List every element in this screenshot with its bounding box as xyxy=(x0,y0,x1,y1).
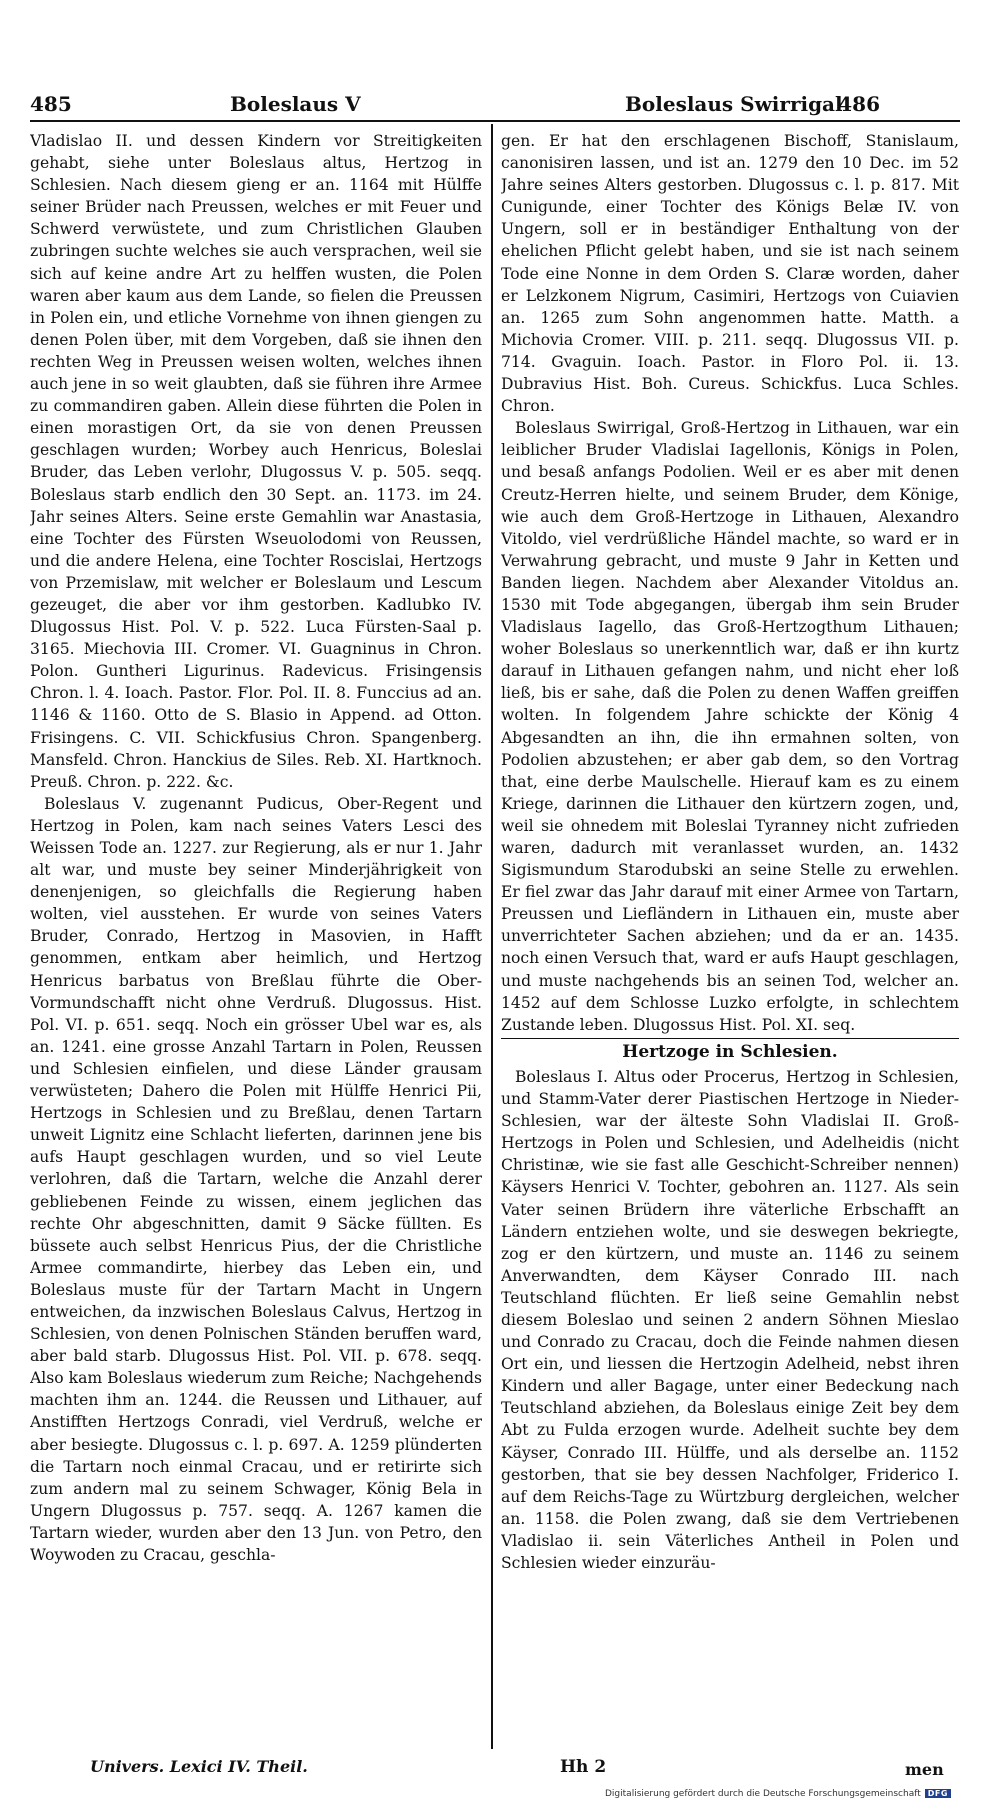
right-column xyxy=(501,130,959,1742)
sheet-signature-mark: Hh 2 xyxy=(560,1757,607,1777)
entry-boleslaus-swirrigal: Boleslaus Swirrigal, Groß-Hertzog in Lithauen, war ein leiblicher Bruder Vladislai Iagellonis, Königs in Polen, und besaß anfangs Podolien. Weil er es aber mit denen Creutz-Herren hielte, und seinem Bruder, dem Könige, wie auch dem Groß-Hertzoge in Lithauen, Alexandro Vitoldo, viel verdrüßliche Händel machte, so ward er in Verwahrung gebracht, und muste 9 Jahr in Ketten und Banden liegen. Nachdem aber Alexander Vitoldus an. 1530 mit Tode abgegangen, übergab ihm sein Bruder Vladislaus Iagello, das Groß-Hertzogthum Lithauen; woher Boleslaus so unerkenntlich war, daß er ihn kurtz darauf in Lithauen gefangen nahm, und nicht eher loß ließ, bis er sahe, daß die Polen zu denen Waffen greiffen wolten. In folgendem Jahre schickte der König 4 Abgesandten an ihn, die ihn ermahnen solten, von Podolien abzustehen; er aber gab dem, so den Vortrag that, eine derbe Maulschelle. Hierauf kam es zu einem Kriege, darinnen die Lithauer den kürtzern zogen, und, weil sie ohnedem mit Boleslai Tyranney nicht zufrieden waren, dadurch mit veranlasset wurden, an. 1432 Sigismundum Starodubski an seine Stelle zu erwehlen. Er fiel zwar das Jahr darauf mit einer Armee von Tartarn, Preussen und Liefländern in Lithauen ein, muste aber unverrichteter Sachen abziehen; und da er an. 1435. noch einen Versuch that, ward er aufs Haupt geschlagen, und muste nachgehends bis an seinen Tod, welcher an. 1452 auf dem Schlosse Luzko erfolgte, in schlechtem Zustande leben. Dlugossus Hist. Pol. XI. seq. xyxy=(501,419,959,1034)
catchword: men xyxy=(905,1760,944,1779)
entry-boleslaus-iv-continued: Vladislao II. und dessen Kindern vor Streitigkeiten gehabt, siehe unter Boleslaus altus, Hertzog in Schlesien. Nach diesem gieng er an. 1164 mit Hülffe seiner Brüder nach Preussen, welches er mit Feuer und Schwerd verwüstete, und zum Christlichen Glauben zubringen suchte welches sie auch versprachen, weil sie sich auf keine andre Art zu helffen wusten, die Polen waren aber kaum aus dem Lande, so fielen die Preussen in Polen ein, und etliche Vornehme von ihnen giengen zu denen Polen über, mit dem Vorgeben, daß sie ihnen den rechten Weg in Preussen weisen wolten, welches ihnen auch jene in so weit glaubten, daß sie führen ihre Armee zu commandiren gaben. Allein diese führten die Polen in einen morastigen Ort, da sie von denen Preussen geschlagen wurden; Worbey auch Henricus, Boleslai Bruder, das Leben verlohr, Dlugossus V. p. 505. seqq. Boleslaus starb endlich den 30 Sept. an. 1173. im 24. Jahr seines Alters. Seine erste Gemahlin war Anastasia, eine Tochter des Fürsten Wseuolodomi von Reussen, und die andere Helena, eine Tochter Roscislai, Hertzogs von Przemislaw, mit welcher er Boleslaum und Lescum gezeuget, die aber vor ihm gestorben. Kadlubko IV. Dlugossus Hist. Pol. V. p. 522. Luca Fürsten-Saal p. 3165. Miechovia III. Cromer. VI. Guagninus in Chron. Polon. Guntheri Ligurinus. Radevicus. Frisingensis Chron. l. 4. Ioach. Pastor. Flor. Pol. II. 8. Funccius ad an. 1146 & 1160. Otto de S. Blasio in Append. ad Otton. Frisingens. C. VII. Schickfusius Chron. Spangenberg. Mansfeld. Chron. Hanckius de Siles. Reb. XI. Hartknoch. Preuß. Chron. p. 222. &c. xyxy=(30,132,482,791)
right-running-head: Boleslaus Swirrigal xyxy=(625,92,843,116)
signature-line: Univers. Lexici IV. Theil. xyxy=(90,1757,308,1776)
column-divider xyxy=(491,124,493,1749)
entry-boleslaus-v: Boleslaus V. zugenannt Pudicus, Ober-Regent und Hertzog in Polen, kam nach seines Vaters Lesci des Weissen Tode an. 1227. zur Regierung, als er nur 1. Jahr alt war, und muste bey seiner Minderjährigkeit von denenjenigen, so gleichfalls die Regierung haben wolten, viel ausstehen. Er wurde von seines Vaters Bruder, Conrado, Hertzog in Masovien, in Hafft genommen, entkam aber heimlich, und Hertzog Henricus barbatus von Breßlau führte die Ober-Vormundschafft nicht ohne Verdruß. Dlugossus. Hist. Pol. VI. p. 651. seqq. Noch ein grösser Ubel war es, als an. 1241. eine grosse Anzahl Tartarn in Polen, Reussen und Schlesien einfielen, und diese Länder grausam verwüsteten; Dahero die Polen mit Hülffe Henrici Pii, Hertzogs in Schlesien und zu Breßlau, denen Tartarn unweit Lignitz eine Schlacht lieferten, darinnen jene bis aufs Haupt geschlagen wurden, und so viel Leute verlohren, daß die Tartarn, welche die Anzahl derer gebliebenen Feinde zu wissen, einem jeglichen das rechte Ohr abgeschnitten, damit 9 Säcke füllten. Es büssete auch selbst Henricus Pius, der die Christliche Armee commandirte, hierbey das Leben ein, und Boleslaus muste für der Tartarn Macht in Ungern entweichen, da inzwischen Boleslaus Calvus, Hertzog in Schlesien, von denen Polnischen Ständen beruffen ward, aber bald starb. Dlugossus Hist. Pol. VII. p. 678. seqq. Also kam Boleslaus wiederum zum Reiche; Nachgehends machten ihm an. 1244. die Reussen und Lithauer, auf Anstifften Hertzogs Conradi, viel Verdruß, welche er aber besiegte. Dlugossus c. l. p. 697. A. 1259 plünderten die Tartarn noch einmal Cracau, und er retirirte sich zum andern mal zu seinem Schwager, König Bela in Ungern Dlugossus p. 757. seqq. A. 1267 kamen die Tartarn wieder, wurden aber den 13 Jun. von Petro, den Woywoden zu Cracau, geschla- xyxy=(30,794,482,1564)
section-heading: Hertzoge in Schlesien. xyxy=(501,1038,959,1063)
entry-boleslaus-v-continued: gen. Er hat den erschlagenen Bischoff, Stanislaum, canonisiren lassen, und ist an. 1279 den 10 Dec. im 52 Jahre seines Alters gestorben. Dlugossus c. l. p. 817. Mit Cunigunde, einer Tochter des Königs Belæ IV. von Ungern, soll er in beständiger Enthaltung von der ehelichen Pflicht gelebt haben, und sie ist nach seinem Tode eine Nonne in dem Orden S. Claræ worden, daher er Lelzkonem Nigrum, Casimiri, Hertzogs von Cuiavien an. 1265 zum Sohn angenommen hatte. Matth. a Michovia Cromer. VIII. p. 211. seqq. Dlugossus VII. p. 714. Gvaguin. Ioach. Pastor. in Floro Pol. ii. 13. Dubravius Hist. Boh. Cureus. Schickfus. Luca Schles. Chron. xyxy=(501,132,959,416)
credit-text: Digitalisierung gefördert durch die Deutsche Forschungsgemeinschaft xyxy=(605,1789,921,1799)
digitization-credit xyxy=(605,1789,951,1799)
left-page-number: 485 xyxy=(30,92,72,116)
left-running-head: Boleslaus V xyxy=(230,92,361,116)
dfg-logo-badge: DFG xyxy=(925,1789,951,1798)
left-column xyxy=(30,130,482,1742)
entry-boleslaus-i-altus: Boleslaus I. Altus oder Procerus, Hertzog in Schlesien, und Stamm-Vater derer Piastischen Hertzoge in Nieder-Schlesien, war der älteste Sohn Vladislai II. Groß-Hertzogs in Polen und Schlesien, und Adelheidis (nicht Christinæ, wie sie fast alle Geschicht-Schreiber nennen) Käysers Henrici V. Tochter, gebohren an. 1127. Als sein Vater seinen Brüdern ihre väterliche Erbschafft an Ländern entziehen wolte, und sie deswegen bekriegte, zog er den kürtzern, und muste an. 1146 zu seinem Anverwandten, dem Käyser Conrado III. nach Teutschland flüchten. Er ließ seine Gemahlin nebst diesem Boleslao und seinen 2 andern Söhnen Mieslao und Conrado zu Cracau, doch die Feinde nahmen diesen Ort ein, und liessen die Hertzogin Adelheid, nebst ihren Kindern und aller Bagage, unter einer Bedeckung nach Teutschland abziehen, da Boleslaus einige Zeit bey dem Abt zu Fulda erzogen wurde. Adelheit suchte bey dem Käyser, Conrado III. Hülffe, und als derselbe an. 1152 gestorben, that sie bey dessen Nachfolger, Friderico I. auf dem Reichs-Tage zu Würtzburg dergleichen, welcher an. 1158. die Polen zwang, daß sie dem Vertriebenen Vladislao ii. sein Väterliches Antheil in Polen und Schlesien wieder einzuräu- xyxy=(501,1067,959,1572)
header-rule xyxy=(30,120,960,122)
right-page-number: 486 xyxy=(838,92,880,116)
